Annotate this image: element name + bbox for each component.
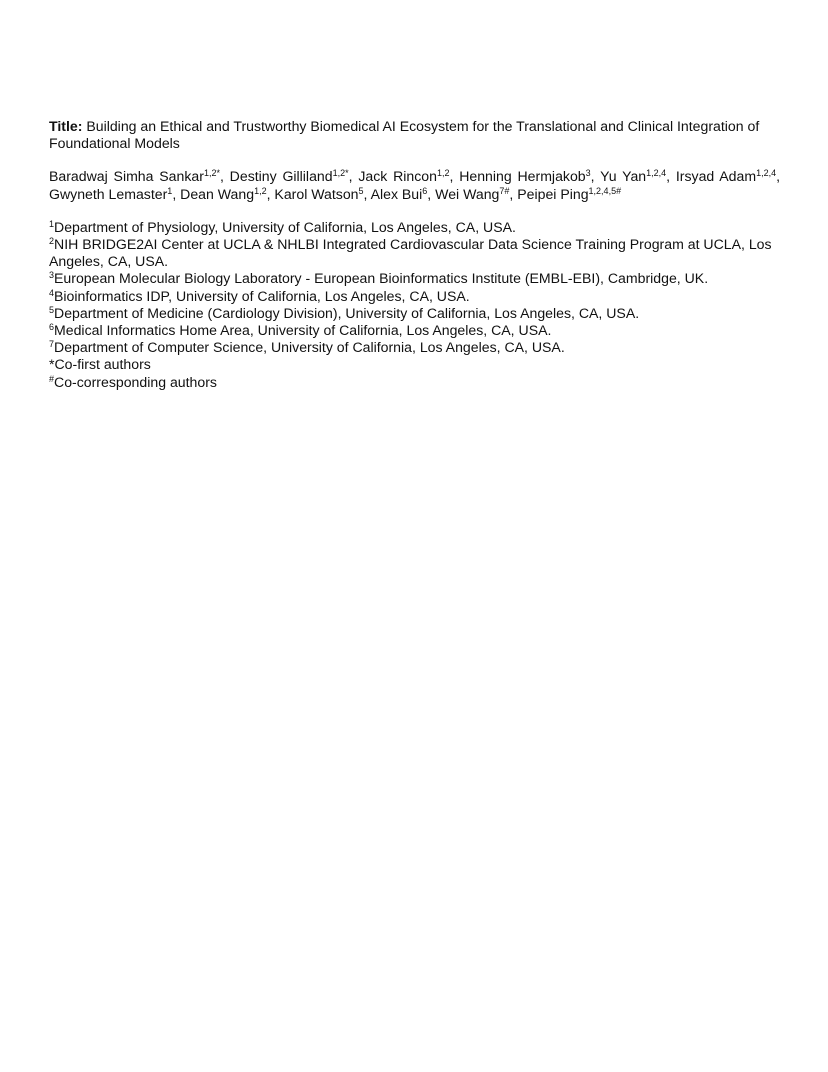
author: Yu Yan$^{1,2,4}$, (600, 168, 671, 185)
affiliation (49, 236, 780, 270)
author-affiliation-marker: 1,2,4 (756, 168, 777, 179)
author-affiliation-marker: 1,2* (203, 168, 220, 179)
author-name: Alex Bui (370, 185, 423, 202)
title-page (49, 118, 780, 391)
author-name: Gwyneth Lemaster (49, 185, 168, 202)
author-name: Jack Rincon (358, 168, 437, 185)
affiliation-marker: 5 (49, 304, 55, 315)
affiliation (49, 288, 780, 305)
author-affiliation-marker: 7# (499, 185, 510, 196)
author-name: Destiny Gilliland (229, 168, 333, 185)
author-list (49, 168, 780, 202)
affiliation-marker: 2 (49, 236, 55, 247)
affiliation-text: Medical Informatics Home Area, University of California, Los Angeles, CA, USA. (54, 322, 552, 339)
affiliation-marker: 1 (49, 218, 55, 229)
author-affiliation-marker: 5 (358, 185, 364, 196)
author: Destiny Gilliland$^{1,2*}$, (229, 168, 353, 185)
affiliation (49, 219, 780, 236)
affiliation (49, 322, 780, 339)
affiliation-text: European Molecular Biology Laboratory - European Bioinformatics Institute (EMBL-EBI), Cambridge, UK. (54, 270, 709, 287)
note-marker: * (49, 356, 55, 373)
paper-title (49, 118, 780, 152)
title-text: Building an Ethical and Trustworthy Biomedical AI Ecosystem for the Translational and Clinical Integration of Foundational Models (49, 118, 760, 152)
author: Jack Rincon$^{1,2}$, (358, 168, 454, 185)
affiliation-marker: 6 (49, 322, 55, 333)
author: Henning Hermjakob$^3$, (459, 168, 595, 185)
author: Karol Watson$^5$, (274, 185, 368, 202)
author-name: Irsyad Adam (675, 168, 757, 185)
author-note (49, 374, 780, 391)
author: Alex Bui$^6$, (370, 185, 432, 202)
author-affiliation-marker: 1,2* (332, 168, 349, 179)
affiliation-marker: 7 (49, 339, 55, 350)
author-affiliation-marker: 1,2 (254, 185, 267, 196)
author-name: Dean Wang (180, 185, 255, 202)
author: Irsyad Adam$^{1,2,4}$, (675, 168, 781, 185)
author-note (49, 356, 780, 373)
title-label: Title: (49, 118, 83, 134)
author-name: Karol Watson (274, 185, 359, 202)
author-name: Baradwaj Simha Sankar (49, 168, 204, 185)
note-text: Co-first authors (54, 356, 151, 373)
author (517, 186, 621, 202)
affiliation-text: Department of Computer Science, University of California, Los Angeles, CA, USA. (54, 339, 565, 356)
author: Gwyneth Lemaster$^1$, (49, 185, 177, 202)
author-affiliation-marker: 1 (167, 185, 173, 196)
affiliation-list (49, 219, 780, 357)
author-name: Wei Wang (435, 185, 500, 202)
author-affiliation-marker: 1,2,4,5# (588, 185, 622, 196)
author: Baradwaj Simha Sankar$^{1,2*}$, (49, 168, 224, 185)
author-name: Henning Hermjakob (459, 168, 586, 185)
author: Dean Wang$^{1,2}$, (180, 185, 271, 202)
note-text: Co-corresponding authors (54, 373, 217, 390)
affiliation-text: Department of Physiology, University of California, Los Angeles, CA, USA. (54, 218, 516, 235)
affiliation (49, 305, 780, 322)
author-name: Peipei Ping (517, 185, 589, 202)
affiliation-text: Department of Medicine (Cardiology Division), University of California, Los Angeles, CA, USA. (54, 304, 640, 321)
author: Wei Wang$^{7\#}$, (435, 185, 514, 202)
affiliation-text: NIH BRIDGE2AI Center at UCLA & NHLBI Integrated Cardiovascular Data Science Training Program at UCLA, Los Angeles, CA, USA. (49, 236, 772, 270)
author-name: Yu Yan (600, 168, 647, 185)
note-marker: # (49, 373, 55, 384)
author-affiliation-marker: 1,2 (436, 168, 450, 179)
author-affiliation-marker: 1,2,4 (646, 168, 667, 179)
author-affiliation-marker: 3 (585, 168, 591, 179)
affiliation-marker: 4 (49, 287, 55, 298)
affiliation (49, 339, 780, 356)
affiliation (49, 270, 780, 287)
affiliation-marker: 3 (49, 270, 55, 281)
author-notes (49, 356, 780, 390)
affiliation-text: Bioinformatics IDP, University of California, Los Angeles, CA, USA. (54, 287, 470, 304)
author-affiliation-marker: 6 (422, 185, 428, 196)
